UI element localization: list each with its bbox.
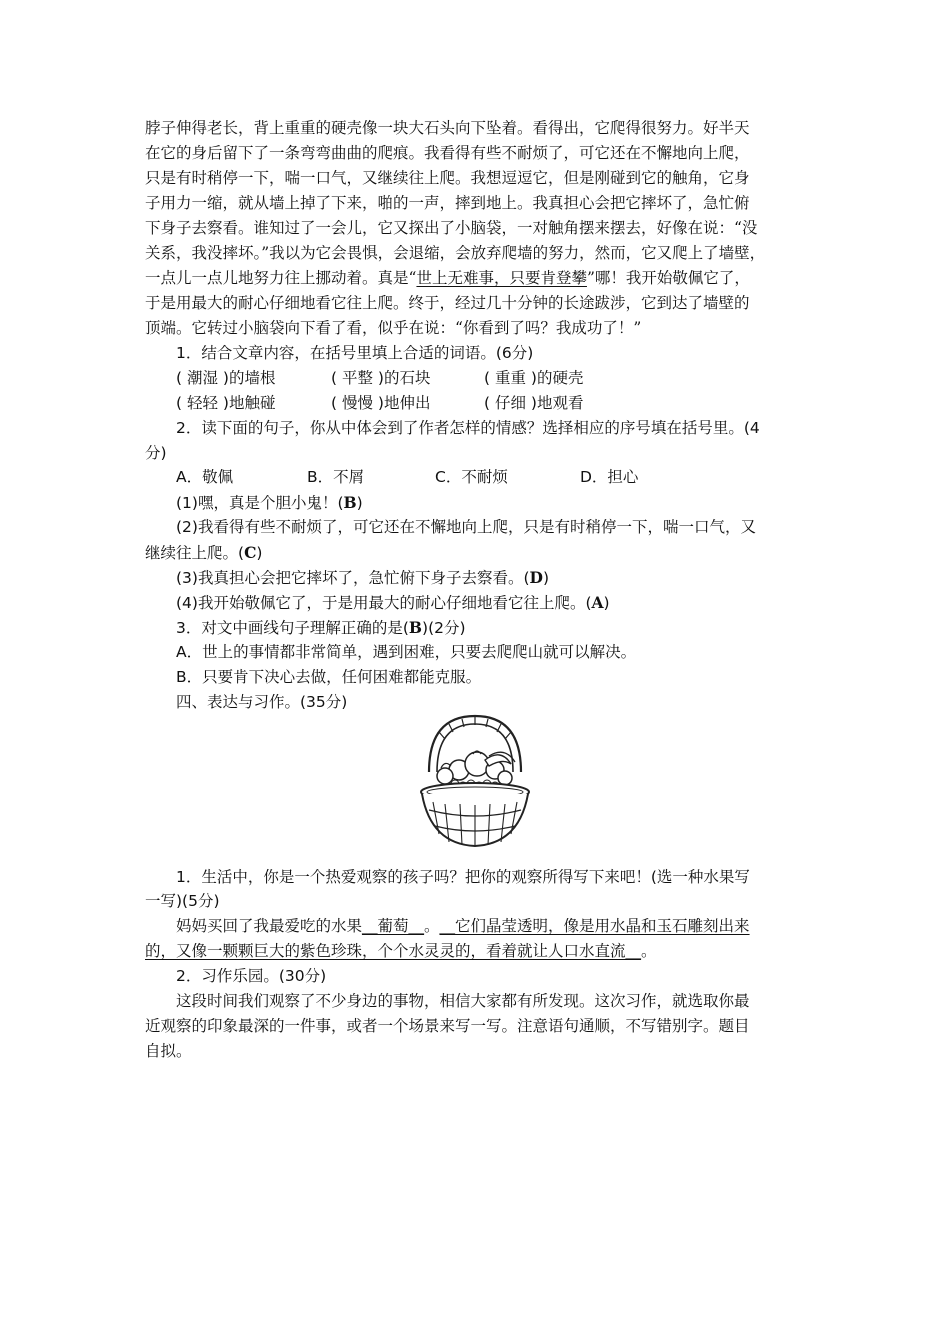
q1-title: 1．结合文章内容，在括号里填上合适的词语。(6分) (176, 344, 534, 362)
section-heading: 四、表达与习作。(35分) (176, 693, 348, 711)
w2-prompt: 这段时间我们观察了不少身边的事物，相信大家都有所发现。这次习作，就选取你最 (176, 992, 750, 1010)
passage-line: 在它的身后留下了一条弯弯曲曲的爬痕。我看得有些不耐烦了，可它还在不懈地向上爬， (145, 144, 750, 162)
w2-prompt-end: 自拟。 (145, 1042, 192, 1060)
q2-sentence-3: (3)我真担心会把它摔坏了，急忙俯下身子去察看。(D) (176, 568, 550, 587)
passage-line: 于是用最大的耐心仔细地看它往上爬。终于，经过几十分钟的长途跋涉，它到达了墙壁的 (145, 294, 750, 312)
underlined-sentence: 世上无难事，只要肯登攀 (416, 269, 587, 287)
passage-line: 脖子伸得老长，背上重重的硬壳像一块大石头向下坠着。看得出，它爬得很努力。好半天 (145, 119, 750, 137)
answer: C (244, 543, 257, 562)
w1-title: 1．生活中，你是一个热爱观察的孩子吗？把你的观察所得写下来吧！(选一种水果写 (176, 868, 750, 886)
passage-line: 子用力一缩，就从墙上掉了下来，啪的一声，摔到地上。我真担心会把它摔坏了，急忙俯 (145, 194, 750, 212)
q2-title-cont: 分) (145, 444, 167, 462)
q3-title: 3．对文中画线句子理解正确的是(B)(2分) (176, 618, 466, 637)
worksheet-page: 脖子伸得老长，背上重重的硬壳像一块大石头向下坠着。看得出，它爬得很努力。好半天 在它的身后留下了一条弯弯曲曲的爬痕。我看得有些不耐烦了，可它还在不懈地向上爬， 只是有时稍停一下，喘一口气，又继续往上爬。我想逗逗它，但是刚碰到它的触角，它身 子用力一缩，就从墙上掉了下来，啪的一声，摔到地上。我真担心会把它摔坏了，急忙俯 下身子去察看。谁知过了一会儿，它又探出了小脑袋，一对触角摆来摆去，好像在说：“没 关系，我没摔坏。”我以为它会畏惧，会退缩，会放弃爬墙的努力，然而，它又爬上了墙壁， 一点儿一点儿地努力往上挪动着。真是“世上无难事，只要肯登攀”哪！我开始敬佩它了， 于是用最大的耐心仔细地看它往上爬。终于，经过几十分钟的长途跋涉，它到达了墙壁的 顶端。它转过小脑袋向下看了看，似乎在说：“你看到了吗？我成功了！” 1．结合文章内容，在括号里填上合适的词语。(6分) ( 潮湿 )的墙根 ( 平整 )的石块 ( 重重 )的硬壳 ( 轻轻 )地触碰 ( 慢慢 )地伸出 ( 仔细 )地观看 2．读下面的句子，你从中体会到了作者怎样的情感？选择相应的序号填在括号里。(4 分) A．敬佩 B．不屑 C．不耐烦 D．担心 (1)嘿，真是个胆小鬼！(B) (2)我看得有些不耐烦了，可它还在不懈地向上爬，只是有时稍停一下，喘一口气，又 继续往上爬。(C) (3)我真担心会把它摔坏了，急忙俯下身子去察看。(D) (4)我开始敬佩它了，于是用最大的耐心仔细地看它往上爬。(A) 3．对文中画线句子理解正确的是(B)(2分) A．世上的事情都非常简单，遇到困难，只要去爬爬山就可以解决。 B．只要肯下决心去做，任何困难都能克服。 四、表达与习作。(35分) 1．生活中，你是一个热爱观察的孩子吗？把你的观察所得写下来吧！(选一种水果写 一写)(5分) 妈妈买回了我最爱吃的水果__葡萄__。__它们晶莹透明，像是用水晶和玉石雕刻出来 的，又像一颗颗巨大的紫色珍珠，个个水灵灵的，看着就让人口水直流__。 2．习作乐园。(30分) 这段时间我们观察了不少身边的事物，相信大家都有所发现。这次习作，就选取你最 近观察的印象最深的一件事，或者一个场景来写一写。注意语句通顺，不写错别字。题目 自拟。 (0, 0, 950, 1344)
q2-title: 2．读下面的句子，你从中体会到了作者怎样的情感？选择相应的序号填在括号里。(4 (176, 419, 760, 437)
w1-answer-line-2: 的，又像一颗颗巨大的紫色珍珠，个个水灵灵的，看着就让人口水直流__。 (145, 942, 657, 960)
q2-sentence-2-cont: 继续往上爬。(C) (145, 543, 263, 562)
passage-line: 一点儿一点儿地努力往上挪动着。真是“世上无难事，只要肯登攀”哪！我开始敬佩它了， (145, 269, 750, 287)
answer: B (343, 493, 357, 512)
q3-option-b: B．只要肯下决心去做，任何困难都能克服。 (176, 668, 482, 686)
passage-line: 下身子去察看。谁知过了一会儿，它又探出了小脑袋，一对触角摆来摆去，好像在说：“没 (145, 219, 758, 237)
fruit-answer: __葡萄__ (362, 917, 425, 935)
passage-line: 只是有时稍停一下，喘一口气，又继续往上爬。我想逗逗它，但是刚碰到它的触角，它身 (145, 169, 750, 187)
q3-option-a: A．世上的事情都非常简单，遇到困难，只要去爬爬山就可以解决。 (176, 643, 637, 661)
w1-title-cont: 一写)(5分) (145, 892, 220, 910)
q2-sentence-4: (4)我开始敬佩它了，于是用最大的耐心仔细地看它往上爬。(A) (176, 593, 610, 612)
description-answer: __它们晶莹透明，像是用水晶和玉石雕刻出来 (439, 917, 750, 935)
q2-sentence-1: (1)嘿，真是个胆小鬼！(B) (176, 493, 363, 512)
description-answer: 的，又像一颗颗巨大的紫色珍珠，个个水灵灵的，看着就让人口水直流__ (145, 942, 642, 960)
w2-prompt-cont: 近观察的印象最深的一件事，或者一个场景来写一写。注意语句通顺，不写错别字。题目 (145, 1017, 750, 1035)
passage-line: 关系，我没摔坏。”我以为它会畏惧，会退缩，会放弃爬墙的努力，然而，它又爬上了墙壁， (145, 244, 766, 262)
w2-title: 2．习作乐园。(30分) (176, 967, 327, 985)
answer: D (529, 568, 543, 587)
fruit-basket-illustration (415, 712, 535, 852)
w1-answer-line-1: 妈妈买回了我最爱吃的水果__葡萄__。__它们晶莹透明，像是用水晶和玉石雕刻出来 (176, 917, 750, 935)
q2-sentence-2: (2)我看得有些不耐烦了，可它还在不懈地向上爬，只是有时稍停一下，喘一口气，又 (176, 518, 756, 536)
passage-line: 顶端。它转过小脑袋向下看了看，似乎在说：“你看到了吗？我成功了！” (145, 319, 642, 337)
answer: B (408, 618, 423, 637)
answer: A (591, 593, 604, 612)
